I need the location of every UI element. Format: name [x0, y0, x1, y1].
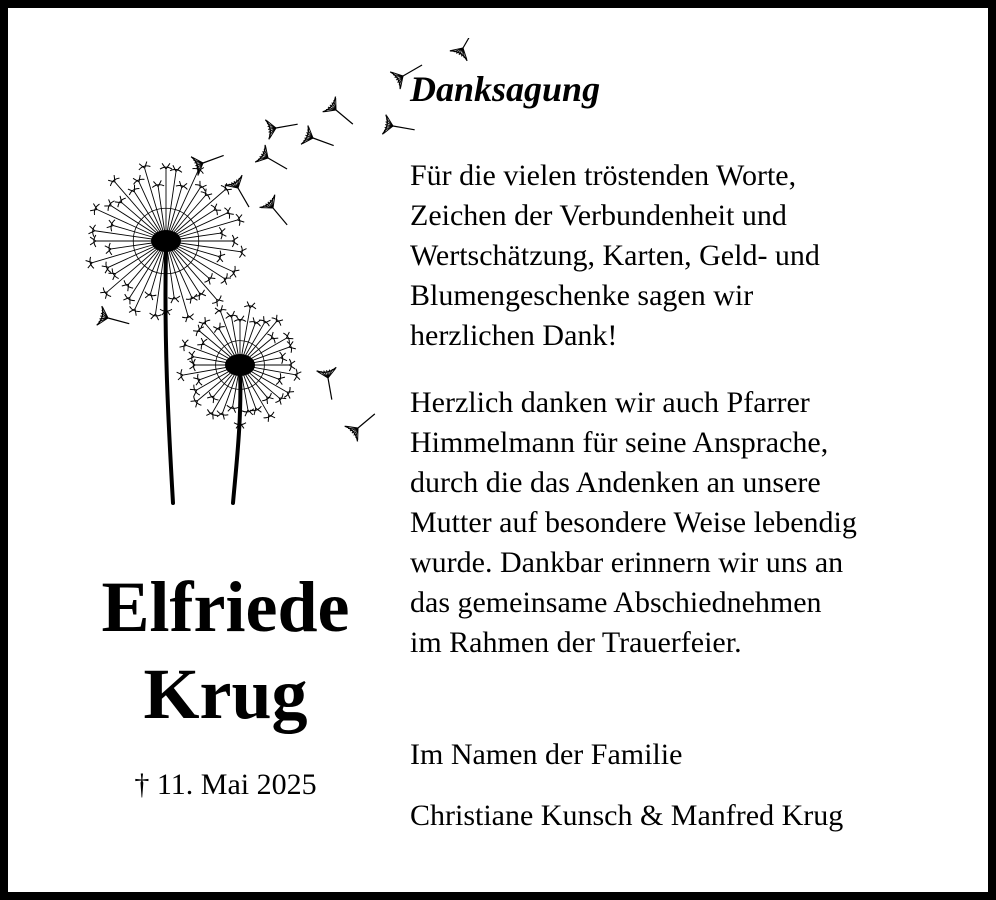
text-line: Herzlich danken wir auch Pfarrer	[410, 386, 810, 419]
seed-icon	[97, 306, 132, 333]
seed-icon	[317, 367, 342, 401]
text-line: Blumengeschenke sagen wir	[410, 279, 754, 312]
text-line: wurde. Dankbar erinnern wir uns an	[410, 546, 844, 579]
seed-icon	[323, 97, 360, 132]
text-line: Für die vielen tröstenden Worte,	[410, 159, 797, 192]
seed-icon	[450, 38, 478, 61]
seed-icon	[301, 126, 337, 155]
dandelion-large-icon	[86, 162, 247, 503]
seed-icon	[265, 114, 299, 139]
text-line: im Rahmen der Trauerfeier.	[410, 626, 742, 659]
deceased-last-name: Krug	[143, 654, 308, 734]
text-line: Wertschätzung, Karten, Geld- und	[410, 239, 820, 272]
seed-icon	[191, 146, 227, 175]
page-title: Danksagung	[410, 69, 601, 109]
text-line: herzlichen Dank!	[410, 319, 618, 352]
text-line: das gemeinsame Abschiednehmen	[410, 586, 822, 619]
death-date: † 11. Mai 2025	[134, 768, 317, 801]
text-line: Himmelmann für seine Ansprache,	[410, 426, 829, 459]
text-line: durch die das Andenken an unsere	[410, 466, 821, 499]
text-line: Mutter auf besondere Weise lebendig	[410, 506, 857, 539]
seed-icon	[255, 145, 292, 178]
seed-icon	[382, 115, 416, 140]
seed-icon	[260, 195, 295, 232]
pastor-thanks-paragraph	[410, 383, 857, 663]
text-line: Zeichen der Verbundenheit und	[410, 199, 787, 232]
closing-line: Im Namen der Familie	[410, 738, 683, 771]
thanks-paragraph	[410, 156, 820, 356]
seed-icon	[225, 175, 258, 212]
signatories: Christiane Kunsch & Manfred Krug	[410, 799, 844, 832]
dandelion-small-icon	[177, 302, 302, 503]
seed-icon	[345, 406, 382, 441]
deceased-first-name: Elfriede	[101, 567, 350, 647]
